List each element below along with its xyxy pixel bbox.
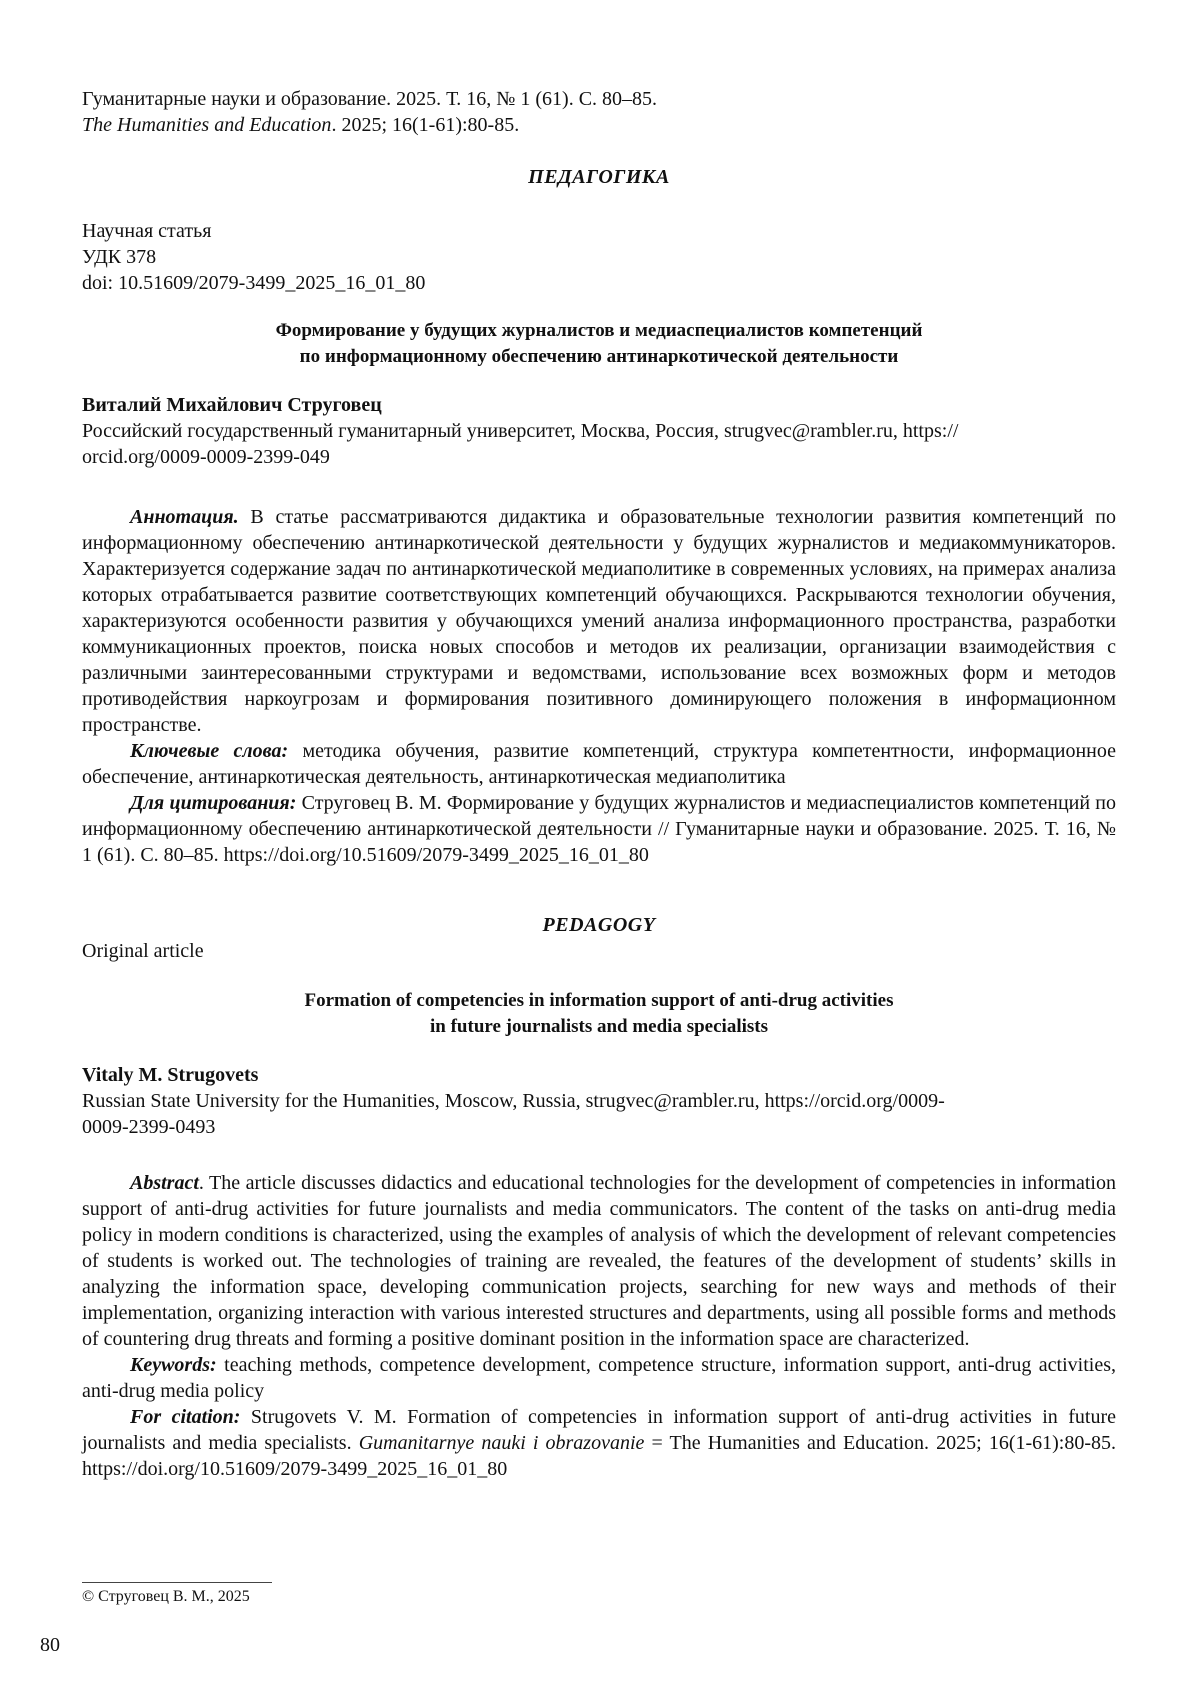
- citation-journal-translit: Gumanitarnye nauki i obrazovanie: [358, 1432, 645, 1454]
- doi-ru: doi: 10.51609/2079-3499_2025_16_01_80: [82, 272, 426, 294]
- citation-en: [82, 1404, 1116, 1482]
- citation-label-ru: Для цитирования:: [130, 792, 297, 814]
- affiliation-ru-line2: orcid.org/0009-0009-2399-049: [82, 446, 330, 468]
- citation-label-en: For citation:: [130, 1406, 241, 1428]
- article-page: [82, 86, 1116, 1482]
- abstract-en: [82, 1170, 1116, 1352]
- journal-reference-ru: Гуманитарные науки и образование. 2025. Т. 16, № 1 (61). С. 80–85.: [82, 88, 658, 110]
- citation-text-en-part1: Strugovets V. M. Formation of competencies in information support of anti-drug activities in future journalists and media specialists.: [82, 1406, 1116, 1454]
- udk-code: УДК 378: [82, 246, 157, 268]
- keywords-en: [82, 1352, 1116, 1404]
- footnote: [82, 1582, 1116, 1607]
- citation-text-ru: Струговец В. М. Формирование у будущих журналистов и медиаспециалистов компетенций по информационному обеспечению антинаркотической деятельности // Гуманитарные науки и образование. 2025. Т. 16, № 1 (61). С. 80–85. https://doi.org/10.51609/2079-3499_2025_16_01_80: [82, 792, 1116, 866]
- section-heading-ru: ПЕДАГОГИКА: [528, 166, 670, 188]
- affiliation-en-line2: 0009-2399-0493: [82, 1116, 216, 1138]
- journal-name-en: The Humanities and Education: [82, 114, 332, 136]
- abstract-label-en: Abstract: [130, 1172, 199, 1194]
- keywords-ru: [82, 738, 1116, 790]
- citation-text-en-part2: = The Humanities and Education. 2025; 16(1-61):80-85. https://doi.org/10.51609/2079-3499_2025_16_01_80: [82, 1432, 1117, 1480]
- abstract-label-ru: Аннотация.: [130, 506, 239, 528]
- article-title-en-line1: Formation of competencies in information support of anti-drug activities: [304, 990, 894, 1011]
- article-title-ru-line2: по информационному обеспечению антинаркотической деятельности: [299, 346, 899, 367]
- journal-issue-en: . 2025; 16(1-61):80-85.: [331, 114, 520, 136]
- article-title-en-line2: in future journalists and media specialists: [430, 1016, 768, 1037]
- article-title-ru-line1: Формирование у будущих журналистов и медиаспециалистов компетенций: [275, 320, 923, 341]
- keywords-text-en: teaching methods, competence development, competence structure, information support, anti-drug activities, anti-drug media policy: [82, 1354, 1116, 1402]
- abstract-ru: [82, 504, 1116, 738]
- affiliation-ru-line1: Российский государственный гуманитарный университет, Москва, Россия, strugvec@rambler.ru, https://: [82, 420, 959, 442]
- affiliation-en-line1: Russian State University for the Humanities, Moscow, Russia, strugvec@rambler.ru, https://orcid.org/0009-: [82, 1090, 945, 1112]
- citation-ru: [82, 790, 1116, 868]
- keywords-label-ru: Ключевые слова:: [130, 740, 289, 762]
- copyright-note: © Струговец В. М., 2025: [82, 1588, 250, 1605]
- keywords-text-ru: методика обучения, развитие компетенций, структура компетентности, информационное обеспечение, антинаркотическая деятельность, антинаркотическая медиаполитика: [82, 740, 1116, 788]
- author-name-ru: Виталий Михайлович Струговец: [82, 394, 382, 416]
- page-number: 80: [40, 1634, 60, 1656]
- author-name-en: Vitaly M. Strugovets: [82, 1064, 259, 1086]
- abstract-text-en: . The article discusses didactics and educational technologies for the development of competencies in information support of anti-drug activities for future journalists and media communicators. The content of the tasks on anti-drug media policy in modern conditions is characterized, using the examples of analysis of which the development of relevant competencies of students is worked out. The technologies of training are revealed, the features of the development of students’ skills in analyzing the information space, developing communication projects, searching for new ways and methods of their implementation, organizing interaction with various interested structures and departments, using all possible forms and methods of countering drug threats and forming a positive dominant position in the information space are characterized.: [82, 1172, 1116, 1350]
- english-section-row: [82, 912, 1116, 938]
- keywords-label-en: Keywords:: [130, 1354, 217, 1376]
- footnote-divider: [82, 1582, 272, 1583]
- journal-reference-en: [82, 112, 1116, 138]
- abstract-text-ru: В статье рассматриваются дидактика и образовательные технологии развития компетенций по информационному обеспечению антинаркотической деятельности у будущих журналистов и медиакоммуникаторов. Характеризуется содержание задач по антинаркотической медиаполитике в современных условиях, на примерах анализа которых отрабатывается развитие соответствующих компетенций обучающихся. Раскрываются технологии обучения, характеризуются особенности развития у обучающихся умений анализа информационного пространства, разработки коммуникационных проектов, поиска новых способов и методов их реализации, организации взаимодействия с различными заинтересованными структурами и ведомствами, использование всех возможных форм и методов противодействия наркоугрозам и формирования позитивного доминирующего положения в информационном пространстве.: [82, 506, 1116, 736]
- article-type-ru: Научная статья: [82, 220, 212, 242]
- article-type-en: Original article: [82, 940, 204, 962]
- section-heading-en: PEDAGOGY: [542, 914, 656, 936]
